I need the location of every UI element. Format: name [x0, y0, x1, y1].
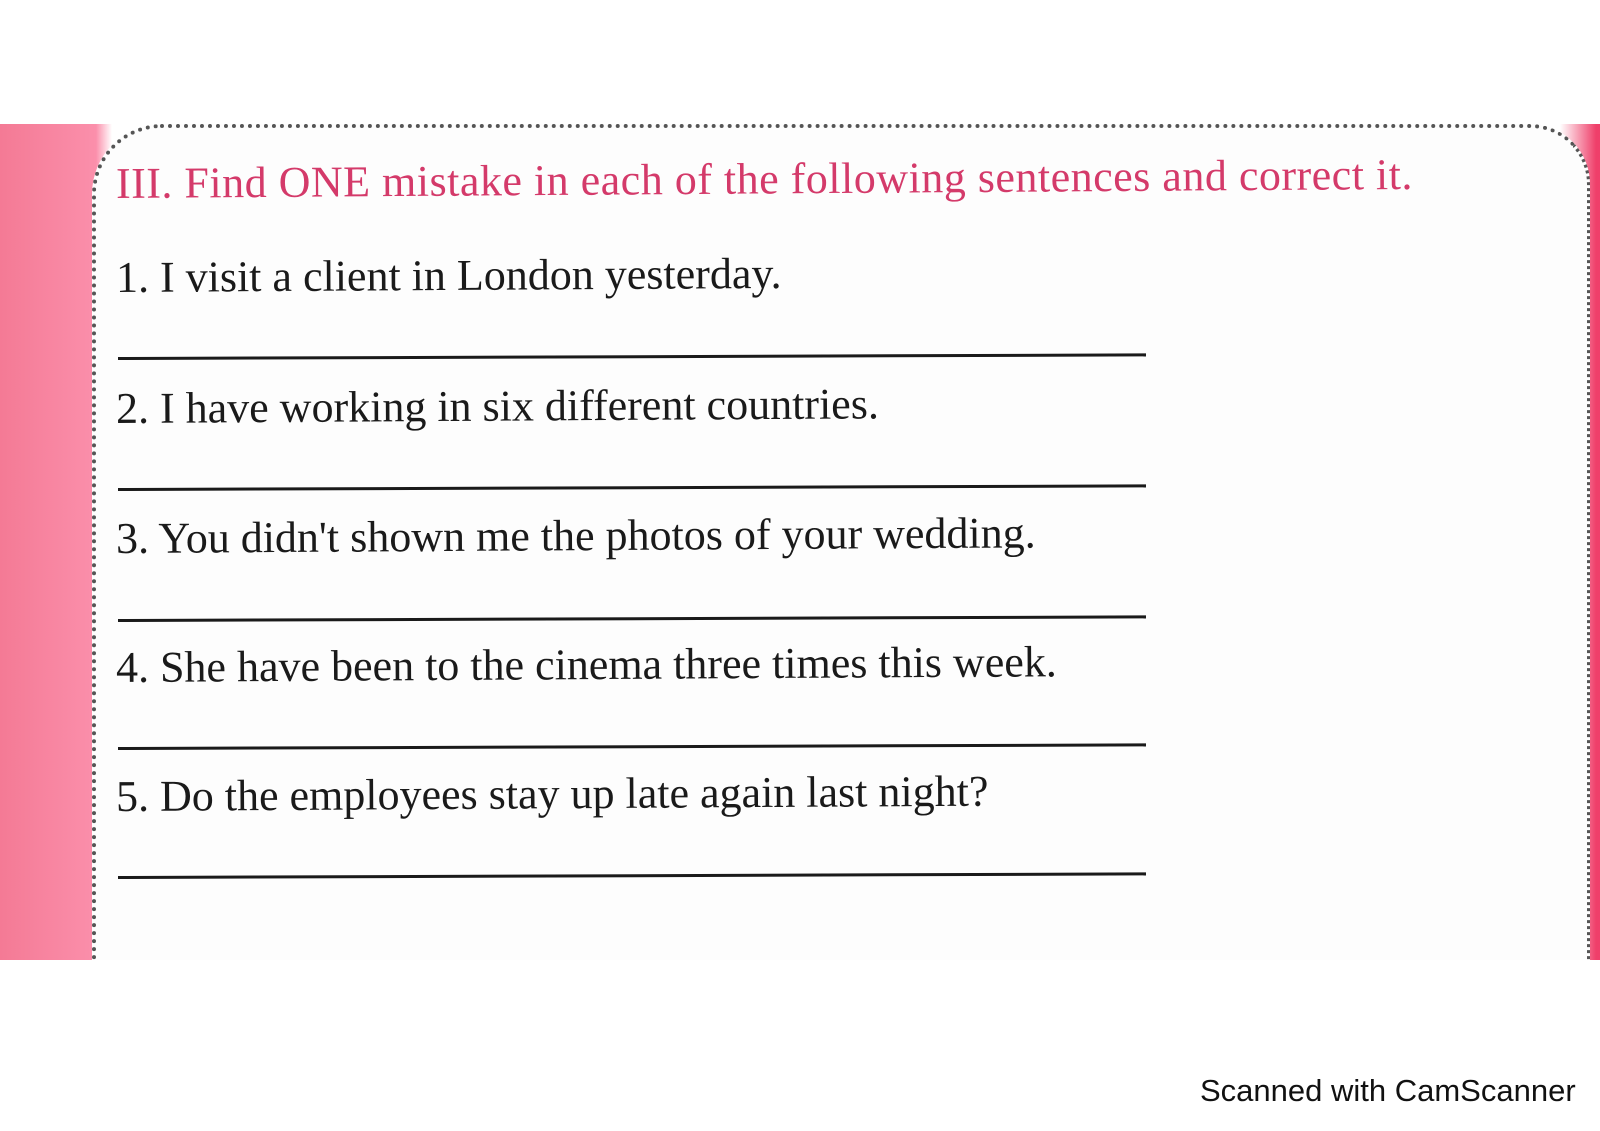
- sentence-1: 1. I visit a client in London yesterday.: [115, 248, 782, 302]
- sentence-3: 3. You didn't shown me the photos of your wedding.: [115, 508, 1036, 563]
- sentence-5: 5. Do the employees stay up late again last night?: [115, 766, 989, 821]
- sentence-4: 4. She have been to the cinema three times this week.: [115, 637, 1057, 692]
- exercise-heading: III. Find ONE mistake in each of the following sentences and correct it.: [115, 149, 1414, 208]
- camscanner-watermark: Scanned with CamScanner: [1200, 1073, 1576, 1108]
- sentence-2: 2. I have working in six different countries.: [115, 379, 880, 433]
